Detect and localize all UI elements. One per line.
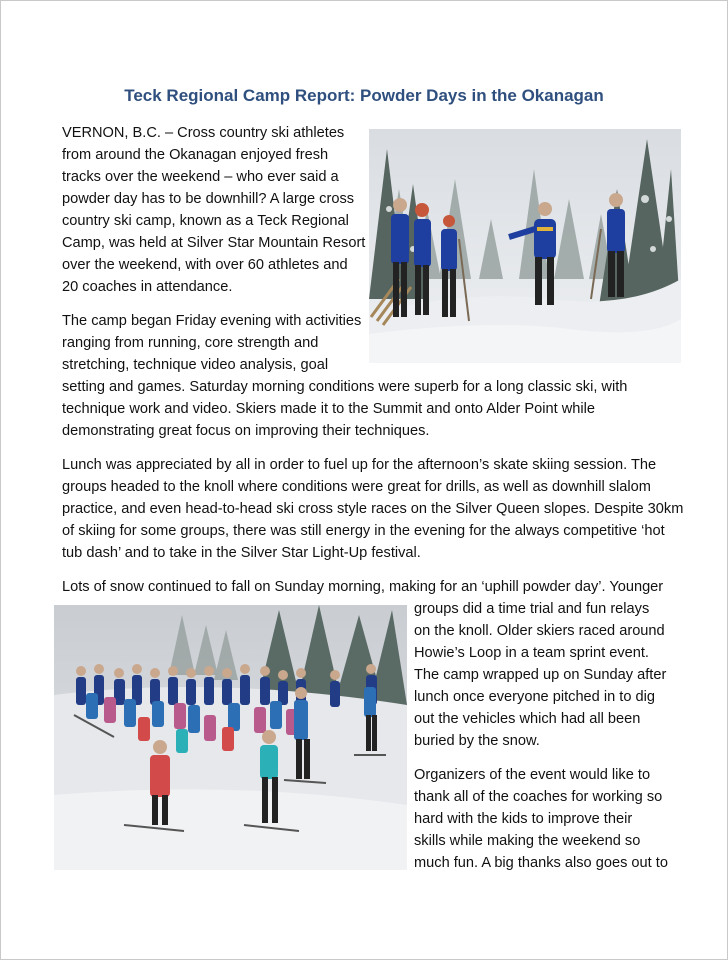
paragraph-4-line: out the vehicles which had all been (414, 711, 641, 727)
paragraph-2-line: stretching, technique video analysis, goal (62, 357, 329, 373)
paragraph-4-line: buried by the snow. (414, 733, 540, 749)
paragraph-3-line: tub dash’ and to take in the Silver Star Light-Up festival. (62, 545, 421, 561)
article-title: Teck Regional Camp Report: Powder Days in the Okanagan (124, 86, 604, 105)
paragraph-2-line: ranging from running, core strength and (62, 335, 319, 351)
paragraph-1-line: VERNON, B.C. – Cross country ski athletes (62, 125, 345, 141)
paragraph-4-line: Lots of snow continued to fall on Sunday morning, making for an ‘uphill powder day’. Younger (62, 579, 664, 595)
paragraph-1-line: 20 coaches in attendance. (62, 279, 233, 295)
coaches-photo (369, 129, 681, 363)
group-photo (54, 605, 407, 870)
paragraph-1-line: over the weekend, with over 60 athletes and (62, 257, 348, 273)
paragraph-3-line: Lunch was appreciated by all in order to fuel up for the afternoon’s skate skiing session. The (62, 457, 657, 473)
paragraph-5-line: much fun. A big thanks also goes out to (414, 855, 668, 871)
paragraph-1-line: powder day has to be downhill? A large cross (62, 191, 355, 207)
paragraph-4-line: lunch once everyone pitched in to dig (414, 689, 655, 705)
paragraph-3-line: of skiing for some groups, there was still energy in the evening for the always competitive ‘hot (62, 523, 665, 539)
paragraph-5-line: hard with the kids to improve their (414, 811, 633, 827)
paragraph-5-line: thank all of the coaches for working so (414, 789, 663, 805)
paragraph-1-line: tracks over the weekend – who ever said a (62, 169, 339, 185)
paragraph-3-line: groups headed to the knoll where conditions were great for drills, as well as downhill slalom (62, 479, 651, 495)
paragraph-4-line: Howie’s Loop in a team sprint event. (414, 645, 649, 661)
paragraph-2-line: setting and games. Saturday morning conditions were superb for a long classic ski, with (62, 379, 628, 395)
paragraph-4-line: on the knoll. Older skiers raced around (414, 623, 665, 639)
paragraph-1-line: from around the Okanagan enjoyed fresh (62, 147, 329, 163)
paragraph-1-line: country ski camp, known as a Teck Regional (62, 213, 349, 229)
paragraph-4-line: groups did a time trial and fun relays (414, 601, 650, 617)
paragraph-2-line: technique work and video. Skiers made it to the Summit and onto Alder Point while (62, 401, 595, 417)
paragraph-2-line: demonstrating great focus on improving their techniques. (62, 423, 430, 439)
paragraph-4-line: The camp wrapped up on Sunday after (414, 667, 667, 683)
paragraph-5-line: Organizers of the event would like to (414, 767, 651, 783)
paragraph-3-line: practice, and even head-to-head ski cross style races on the Silver Queen slopes. Despite 30km (62, 501, 684, 517)
paragraph-1-line: Camp, was held at Silver Star Mountain Resort (62, 235, 366, 251)
paragraph-2-line: The camp began Friday evening with activities (62, 313, 362, 329)
paragraph-5-line: skills while making the weekend so (414, 833, 641, 849)
